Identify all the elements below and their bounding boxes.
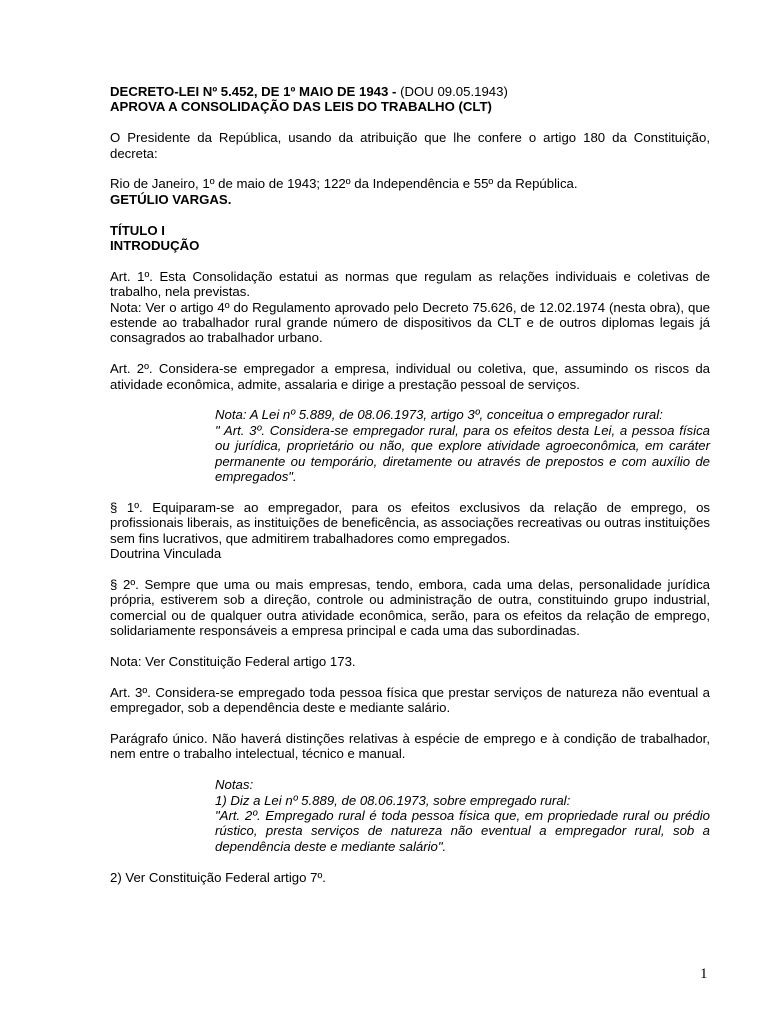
art2-text: Art. 2º. Considera-se empregador a empresa, individual ou coletiva, que, assumindo os riscos da atividade econômica, admite, assalaria e dirige a prestação pessoal de serviços. <box>110 361 710 392</box>
titulo-number: TÍTULO I <box>110 222 165 238</box>
art1-nota: Nota: Ver o artigo 4º do Regulamento aprovado pelo Decreto 75.626, de 12.02.1974 (nesta obra), que estende ao trabalhador rural grande número de dispositivos da CLT e de outros diplomas legais já consagrados ao trabalhador urbano. <box>110 299 710 346</box>
decree-title-dou: (DOU 09.05.1943) <box>396 84 508 99</box>
art2-nota-cf: Nota: Ver Constituição Federal artigo 173. <box>110 653 356 669</box>
decree-title-bold: DECRETO-LEI Nº 5.452, DE 1º MAIO DE 1943 - <box>110 84 397 99</box>
art3-notas-label: Notas: <box>215 777 254 793</box>
art2-nota-block <box>215 407 710 484</box>
art2-par2: § 2º. Sempre que uma ou mais empresas, tendo, embora, cada uma delas, personalidade jurídica própria, estiverem sob a direção, controle ou administração de outra, constituindo grupo industrial, comercial ou de qualquer outra atividade econômica, serão, para os efeitos da relação de emprego, solidariamente responsáveis a empresa principal e cada uma das subordinadas. <box>110 576 710 639</box>
art2-nota-line2: " Art. 3º. Considera-se empregador rural, para os efeitos desta Lei, a pessoa física ou jurídica, proprietário ou não, que explore atividade agroeconômica, em caráter permanente ou temporário, diretamente ou através de prepostos e com auxílio de empregados". <box>215 422 710 485</box>
art3-notas-block <box>215 777 710 854</box>
page-number: 1 <box>700 966 708 982</box>
doutrina-vinculada: Doutrina Vinculada <box>110 546 222 562</box>
preamble: O Presidente da República, usando da atribuição que lhe confere o artigo 180 da Constituição, decreta: <box>110 130 710 161</box>
art2-par1: § 1º. Equiparam-se ao empregador, para os efeitos exclusivos da relação de emprego, os profissionais liberais, as instituições de beneficência, as associações recreativas ou outras instituições sem fins lucrativos, que admitirem trabalhadores como empregados. <box>110 499 710 546</box>
art3-nota1: 1) Diz a Lei nº 5.889, de 08.06.1973, sobre empregado rural: <box>215 792 571 808</box>
art3-nota1-quote: "Art. 2º. Empregado rural é toda pessoa física que, em propriedade rural ou prédio rústico, presta serviços de natureza não eventual a empregador rural, sob a dependência deste e mediante salário". <box>215 807 710 854</box>
art2-nota-line1: Nota: A Lei nº 5.889, de 08.06.1973, artigo 3º, conceitua o empregador rural: <box>215 407 663 423</box>
art1-text: Art. 1º. Esta Consolidação estatui as normas que regulam as relações individuais e coletivas de trabalho, nela previstas. <box>110 268 710 300</box>
art3-nota2: 2) Ver Constituição Federal artigo 7º. <box>110 869 326 885</box>
decree-subtitle: APROVA A CONSOLIDAÇÃO DAS LEIS DO TRABALHO (CLT) <box>110 99 492 115</box>
document-page <box>110 84 710 900</box>
date-line: Rio de Janeiro, 1º de maio de 1943; 122º da Independência e 55º da República. <box>110 176 578 192</box>
decree-title <box>110 84 710 99</box>
titulo-name: INTRODUÇÃO <box>110 238 200 254</box>
signature: GETÚLIO VARGAS. <box>110 191 232 207</box>
art3-text: Art. 3º. Considera-se empregado toda pessoa física que prestar serviços de natureza não eventual a empregador, sob a dependência deste e mediante salário. <box>110 684 710 716</box>
art3-paragrafo: Parágrafo único. Não haverá distinções relativas à espécie de emprego e à condição de trabalhador, nem entre o trabalho intelectual, técnico e manual. <box>110 730 710 762</box>
